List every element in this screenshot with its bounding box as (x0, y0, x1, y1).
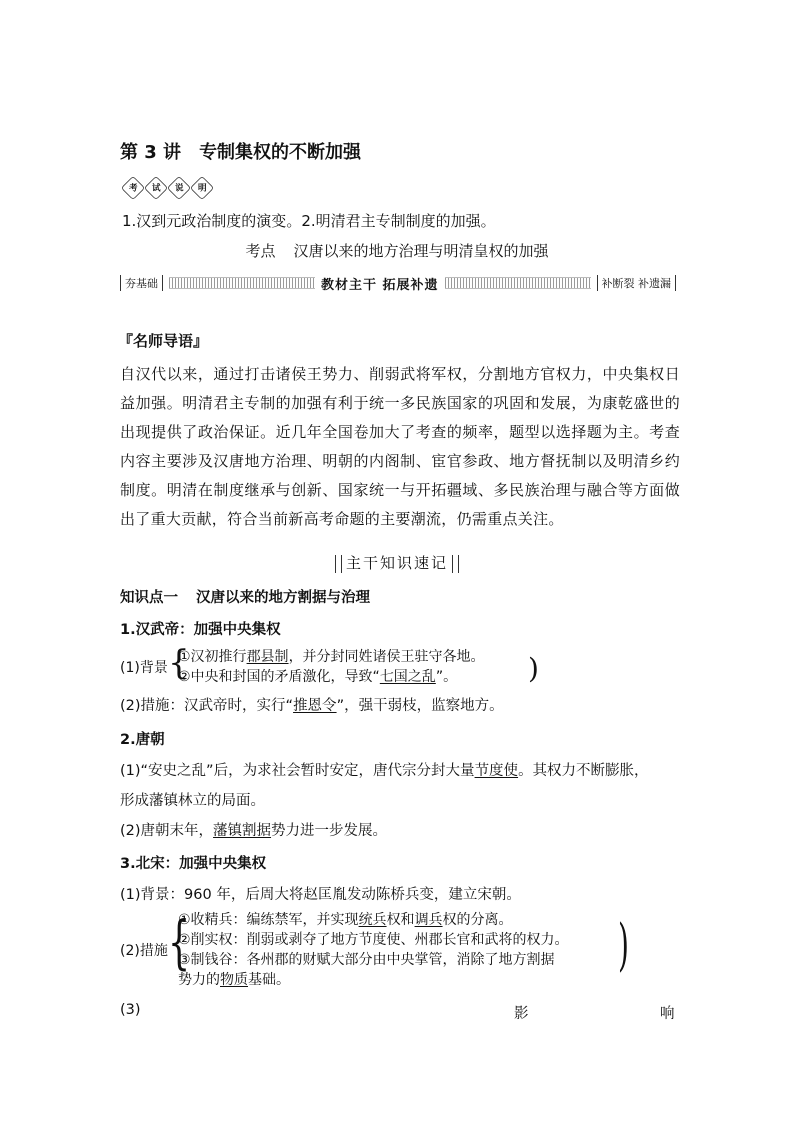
exam-requirements: 1.汉到元政治制度的演变。2.明清君主专制制度的加强。 (122, 212, 496, 230)
han-background-label: (1)背景 (120, 660, 168, 676)
song-measure-3: ③制钱谷：各州郡的财赋大部分由中央掌管，消除了地方割据 (178, 952, 555, 968)
left-brace: { (168, 643, 190, 683)
knowledge-point-label: 知识点一 (120, 590, 178, 606)
knowledge-point-heading (120, 586, 370, 607)
bar-right-label: 补断裂 补遗漏 (597, 275, 677, 291)
bar-pattern (445, 277, 591, 289)
song-measure-3-cont: 势力的物质基础。 (178, 972, 290, 988)
left-brace-large: { (168, 908, 191, 976)
han-background-item-2: ②中央和封国的矛盾激化，导致“七国之乱”。 (178, 669, 458, 685)
bar-pattern (169, 277, 315, 289)
tang-point-1-cont: 形成藩镇林立的局面。 (120, 793, 265, 809)
tang-point-1: (1)“安史之乱”后，为求社会暂时安定，唐代宗分封大量节度使。其权力不断膨胀， (120, 763, 649, 779)
bar-left-label: 夯基础 (120, 275, 163, 291)
song-background: (1)背景：960 年，后周大将赵匡胤发动陈桥兵变，建立宋朝。 (120, 887, 521, 903)
double-bar-right (452, 555, 459, 573)
exam-explanation-badge (122, 176, 214, 198)
kaodian-heading (0, 240, 794, 261)
section-heading-song: 3.北宋：加强中央集权 (120, 856, 267, 872)
section-heading-han: 1.汉武帝：加强中央集权 (120, 622, 281, 638)
song-influence-word-1: 影 (514, 1006, 529, 1022)
knowledge-point-title: 汉唐以来的地方割据与治理 (196, 590, 370, 606)
song-influence-word-2: 响 (660, 1006, 675, 1022)
kaodian-label: 考点 (245, 242, 276, 260)
lesson-title-text: 专制集权的不断加强 (199, 142, 362, 163)
badge-char: 试 (144, 176, 168, 200)
song-measures-label: (2)措施 (120, 943, 168, 959)
lesson-number: 第 3 讲 (120, 142, 182, 163)
bar-center-label: 教材主干 拓展补遗 (320, 277, 439, 293)
badge-char: 考 (121, 176, 145, 200)
right-paren-large: ) (618, 913, 629, 978)
badge-char: 明 (190, 176, 214, 200)
han-measures: (2)措施：汉武帝时，实行“推恩令”，强干弱枝，监察地方。 (120, 698, 504, 714)
kaodian-title: 汉唐以来的地方治理与明清皇权的加强 (293, 242, 549, 260)
section-bar (120, 272, 676, 294)
right-paren: ) (528, 652, 539, 685)
song-measure-2: ②削实权：削弱或剥夺了地方节度使、州郡长官和武将的权力。 (178, 932, 569, 948)
tang-point-2: (2)唐朝末年，藩镇割据势力进一步发展。 (120, 823, 388, 839)
double-bar-left (335, 555, 342, 573)
section-title-knowledge (0, 552, 794, 573)
guide-paragraph: 自汉代以来，通过打击诸侯王势力、削弱武将军权，分割地方官权力，中央集权日益加强。明清君主专制的加强有利于统一多民族国家的巩固和发展，为康乾盛世的出现提供了政治保证。近几年全国卷加大了考查的频率，题型以选择题为主。考查内容主要涉及汉唐地方治理、明朝的内阁制、宦官参政、地方督抚制以及明清乡约制度。明清在制度继承与创新、国家统一与开拓疆域、多民族治理与融合等方面做出了重大贡献，符合当前新高考命题的主要潮流，仍需重点关注。 (120, 365, 680, 528)
song-influence-number: (3) (120, 1002, 141, 1018)
song-measure-1: ①收精兵：编练禁军，并实现统兵权和调兵权的分离。 (178, 912, 513, 928)
badge-char: 说 (167, 176, 191, 200)
guide-label: 『名师导语』 (118, 332, 209, 350)
han-background-item-1: ①汉初推行郡县制，并分封同姓诸侯王驻守各地。 (178, 649, 485, 665)
section-heading-tang: 2.唐朝 (120, 732, 165, 748)
lesson-title (120, 138, 361, 164)
knowledge-title-text: 主干知识速记 (345, 554, 448, 572)
